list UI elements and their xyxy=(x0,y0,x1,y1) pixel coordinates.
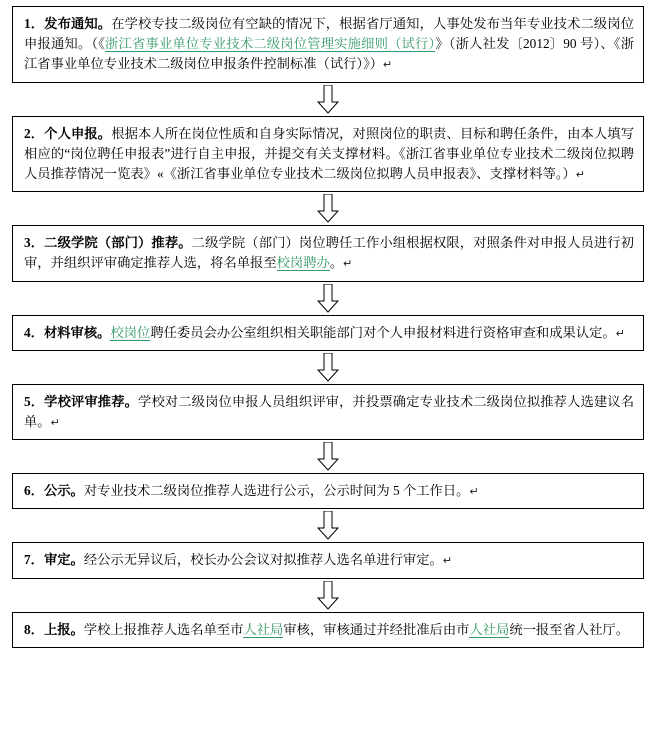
step-body-text: 》（浙人社发〔2012〕90 号）、《浙江省事业单位专业技术二级岗位申报条件控制标准（试行）》） xyxy=(24,36,634,72)
step-number: 7． xyxy=(24,552,44,568)
flow-connector-7 xyxy=(12,579,644,612)
down-arrow-icon xyxy=(317,194,339,223)
step-heading: 个人申报。 xyxy=(44,125,112,141)
process-step-3 xyxy=(12,225,644,281)
paragraph-mark: ↵ xyxy=(615,327,625,340)
step-number: 4． xyxy=(24,324,44,340)
step-heading: 材料审核。 xyxy=(43,324,111,340)
process-step-2 xyxy=(12,116,644,193)
highlighted-term: 校岗聘办 xyxy=(276,255,330,271)
down-arrow-icon xyxy=(317,353,339,382)
step-text xyxy=(24,550,634,570)
flow-connector-1 xyxy=(12,83,644,116)
step-text xyxy=(24,14,634,75)
process-step-6 xyxy=(12,473,644,509)
step-body-text: 二级学院（部门）岗位聘任工作小组根据权限，对照条件对申报人员进行初审，并组织评审确定推荐人选，将名单报至 xyxy=(24,235,634,271)
step-number: 3． xyxy=(24,235,45,251)
paragraph-mark: ↵ xyxy=(383,59,393,72)
down-arrow-icon xyxy=(317,442,339,471)
highlighted-term: 浙江省事业单位专业技术二级岗位管理实施细则（试行） xyxy=(105,36,436,52)
flow-connector-2 xyxy=(12,192,644,225)
flow-connector-5 xyxy=(12,440,644,473)
down-arrow-icon xyxy=(317,581,339,610)
step-body-text: 统一报至省人社厅。 xyxy=(509,621,630,637)
step-body-text: 在学校专技二级岗位有空缺的情况下，根据省厅通知，人事处发布当年专业技术二级岗位申报通知。（《 xyxy=(24,16,635,52)
process-step-1 xyxy=(12,6,644,83)
step-text xyxy=(24,233,634,273)
flow-connector-4 xyxy=(12,351,644,384)
step-text xyxy=(24,620,634,640)
down-arrow-icon xyxy=(317,284,339,313)
step-number: 2． xyxy=(24,125,45,141)
down-arrow-icon xyxy=(317,511,339,540)
step-body-text: 审核，审核通过并经批准后由市 xyxy=(283,621,470,637)
paragraph-mark: ↵ xyxy=(50,417,60,430)
paragraph-mark: ↵ xyxy=(343,258,353,271)
step-body-text: 学校对二级岗位申报人员组织评审，并投票确定专业技术二级岗位拟推荐人选建议名单。 xyxy=(24,393,635,430)
step-text xyxy=(24,124,634,185)
highlighted-term: 校岗位 xyxy=(110,324,151,340)
step-number: 6． xyxy=(24,483,44,499)
step-text xyxy=(24,481,634,501)
process-step-8 xyxy=(12,612,644,648)
step-heading: 二级学院（部门）推荐。 xyxy=(44,235,192,251)
paragraph-mark: ↵ xyxy=(469,486,479,499)
step-heading: 学校评审推荐。 xyxy=(44,393,139,409)
flow-connector-6 xyxy=(12,509,644,542)
step-heading: 公示。 xyxy=(43,483,84,499)
flow-connector-3 xyxy=(12,282,644,315)
step-heading: 审定。 xyxy=(43,552,84,568)
step-heading: 上报。 xyxy=(43,621,84,637)
step-number: 1． xyxy=(24,16,45,31)
step-body-text: 。 xyxy=(329,255,344,271)
process-step-7 xyxy=(12,542,644,578)
paragraph-mark: ↵ xyxy=(442,555,453,568)
step-heading: 发布通知。 xyxy=(44,16,112,31)
process-step-5 xyxy=(12,384,644,440)
step-body-text: 聘任委员会办公室组织相关职能部门对个人申报材料进行资格审查和成果认定。 xyxy=(150,324,616,340)
highlighted-term: 人社局 xyxy=(243,621,284,637)
step-body-text: 学校上报推荐人选名单至市 xyxy=(83,621,244,637)
down-arrow-icon xyxy=(317,85,339,114)
step-body-text: 根据本人所在岗位性质和自身实际情况，对照岗位的职责、目标和聘任条件，由本人填写相应的“岗位聘任申报表”进行自主申报，并提交有关支撑材料。《浙江省事业单位专业技术二级岗位拟聘人员推荐情况一览表》«《浙江省事业单位专业技术二级岗位拟聘人员申报表》、支撑材料等。） xyxy=(24,125,635,182)
step-number: 8． xyxy=(24,621,44,637)
step-text xyxy=(24,323,634,343)
step-number: 5． xyxy=(24,393,45,409)
process-step-4 xyxy=(12,315,644,351)
step-body-text: 对专业技术二级岗位推荐人选进行公示，公示时间为 5 个工作日。 xyxy=(83,483,470,499)
highlighted-term: 人社局 xyxy=(469,621,510,637)
step-body-text: 经公示无异议后，校长办公会议对拟推荐人选名单进行审定。 xyxy=(83,552,443,568)
step-text xyxy=(24,392,634,432)
paragraph-mark: ↵ xyxy=(575,169,586,182)
